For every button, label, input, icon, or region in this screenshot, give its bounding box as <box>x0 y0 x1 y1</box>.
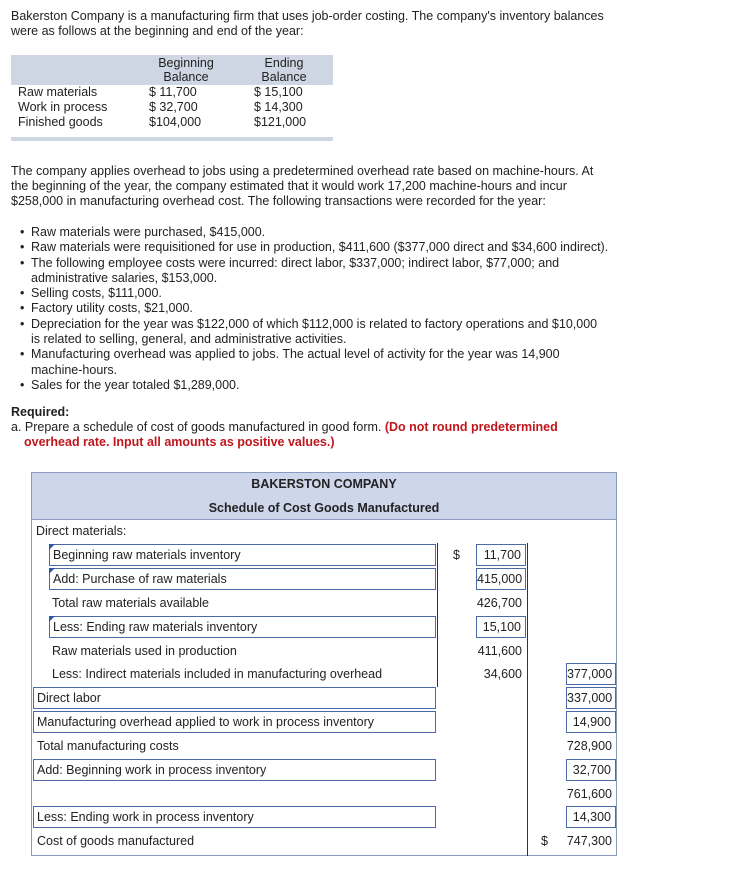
inv-row-label: Finished goods <box>18 115 103 129</box>
beg-rm-value-field[interactable]: 11,700 <box>476 544 526 566</box>
bullet-text: Selling costs, $111,000. <box>31 286 162 301</box>
intro-line-2: were as follows at the beginning and end of the year: <box>11 24 304 38</box>
inv-row-end: $121,000 <box>254 115 307 129</box>
inv-row-end: $ 15,100 <box>254 85 303 99</box>
direct-materials-label: Direct materials: <box>36 524 127 538</box>
bullet-text: Raw materials were purchased, $415,000. <box>31 225 266 239</box>
beg-rm-label-field[interactable]: Beginning raw materials inventory <box>49 544 436 566</box>
inv-row-beg: $ 11,700 <box>149 85 197 99</box>
header-ending: Ending <box>264 56 304 70</box>
bullet-text: Sales for the year totaled $1,289,000. <box>31 377 240 392</box>
purchases-value-field[interactable]: 415,000 <box>476 568 526 590</box>
bullet-text: Depreciation for the year was $122,000 of which $112,000 is related to factory operations and $10,000 <box>31 316 598 331</box>
bullet-text-cont: machine-hours. <box>31 362 118 377</box>
indirect-label: Less: Indirect materials included in manufacturing overhead <box>52 667 383 681</box>
required-a-text: a. Prepare a schedule of cost of goods manufactured in good form. <box>11 420 382 434</box>
list-item <box>20 378 640 393</box>
beg-wip-label-field[interactable]: Add: Beginning work in process inventory <box>33 759 436 781</box>
schedule-company: BAKERSTON COMPANY <box>251 477 397 491</box>
inventory-footer-bar <box>11 137 333 141</box>
column-divider <box>527 543 528 856</box>
bullet-text: Factory utility costs, $21,000. <box>31 301 193 316</box>
header-ending-balance: Balance <box>261 70 307 84</box>
list-item <box>20 286 640 301</box>
end-wip-value-field[interactable]: 14,300 <box>566 806 616 828</box>
required-a-note: (Do not round predetermined <box>384 420 558 434</box>
header-beginning: Beginning <box>158 56 214 70</box>
tmc-label: Total manufacturing costs <box>37 739 179 753</box>
intro-text <box>11 9 741 39</box>
beg-wip-value-field[interactable]: 32,700 <box>566 759 616 781</box>
inv-row-end: $ 14,300 <box>254 100 303 114</box>
intro-line-1: Bakerston Company is a manufacturing firm that uses job-order costing. The company's inventory balances <box>11 9 604 23</box>
rm-used-value: 411,600 <box>477 644 522 658</box>
direct-materials-total-field[interactable]: 377,000 <box>566 663 616 685</box>
list-item <box>20 347 640 378</box>
end-wip-label-field[interactable]: Less: Ending work in process inventory <box>33 806 436 828</box>
inventory-table <box>11 55 333 141</box>
schedule-header <box>31 472 617 520</box>
transactions-list <box>20 225 640 393</box>
required-section <box>11 405 741 450</box>
overhead-line-2: the beginning of the year, the company estimated that it would work 17,200 machine-hours and incur <box>11 179 567 193</box>
total-rm-value: 426,700 <box>476 596 522 610</box>
overhead-line-1: The company applies overhead to jobs using a predetermined overhead rate based on machine-hours. At <box>11 164 594 178</box>
cogm-label: Cost of goods manufactured <box>37 834 195 848</box>
cogm-value: 747,300 <box>566 834 612 848</box>
list-item <box>20 317 640 348</box>
end-rm-value-field[interactable]: 15,100 <box>476 616 526 638</box>
direct-labor-value-field[interactable]: 337,000 <box>566 687 616 709</box>
header-beginning-balance: Balance <box>163 70 209 84</box>
indirect-value: 34,600 <box>483 667 522 681</box>
tmc-value: 728,900 <box>566 739 612 753</box>
required-a <box>11 420 741 435</box>
inv-row-beg: $104,000 <box>149 115 202 129</box>
overhead-line-3: $258,000 in manufacturing overhead cost. The following transactions were recorded for the year: <box>11 194 546 208</box>
bullet-text-cont: administrative salaries, $153,000. <box>31 270 218 285</box>
list-item <box>20 301 640 316</box>
column-divider <box>437 543 438 687</box>
total-rm-label: Total raw materials available <box>52 596 210 610</box>
required-title: Required: <box>11 405 70 419</box>
list-item <box>20 225 640 240</box>
currency-symbol: $ <box>453 548 460 562</box>
bullet-text: The following employee costs were incurred: direct labor, $337,000; indirect labor, $77,000; and <box>31 255 560 270</box>
schedule-title: Schedule of Cost Goods Manufactured <box>208 501 440 515</box>
inv-row-beg: $ 32,700 <box>149 100 198 114</box>
inv-row-label: Work in process <box>18 100 108 114</box>
overhead-paragraph <box>11 164 741 209</box>
currency-symbol: $ <box>541 834 548 848</box>
bullet-text: Raw materials were requisitioned for use in production, $411,600 ($377,000 direct and $34,600 indirect). <box>31 240 609 255</box>
required-a-line2 <box>11 435 741 450</box>
end-rm-label-field[interactable]: Less: Ending raw materials inventory <box>49 616 436 638</box>
direct-labor-label-field[interactable]: Direct labor <box>33 687 436 709</box>
list-item <box>20 240 640 255</box>
required-a-note-2: overhead rate. Input all amounts as positive values.) <box>24 435 335 449</box>
moh-label-field[interactable]: Manufacturing overhead applied to work in process inventory <box>33 711 436 733</box>
bullet-text-cont: is related to selling, general, and administrative activities. <box>31 332 347 347</box>
moh-value-field[interactable]: 14,900 <box>566 711 616 733</box>
purchases-label-field[interactable]: Add: Purchase of raw materials <box>49 568 436 590</box>
inv-row-label: Raw materials <box>18 85 98 99</box>
rm-used-label: Raw materials used in production <box>52 644 237 658</box>
subtotal-value: 761,600 <box>566 787 612 801</box>
bullet-text: Manufacturing overhead was applied to jobs. The actual level of activity for the year was 14,900 <box>31 347 560 362</box>
list-item <box>20 256 640 287</box>
